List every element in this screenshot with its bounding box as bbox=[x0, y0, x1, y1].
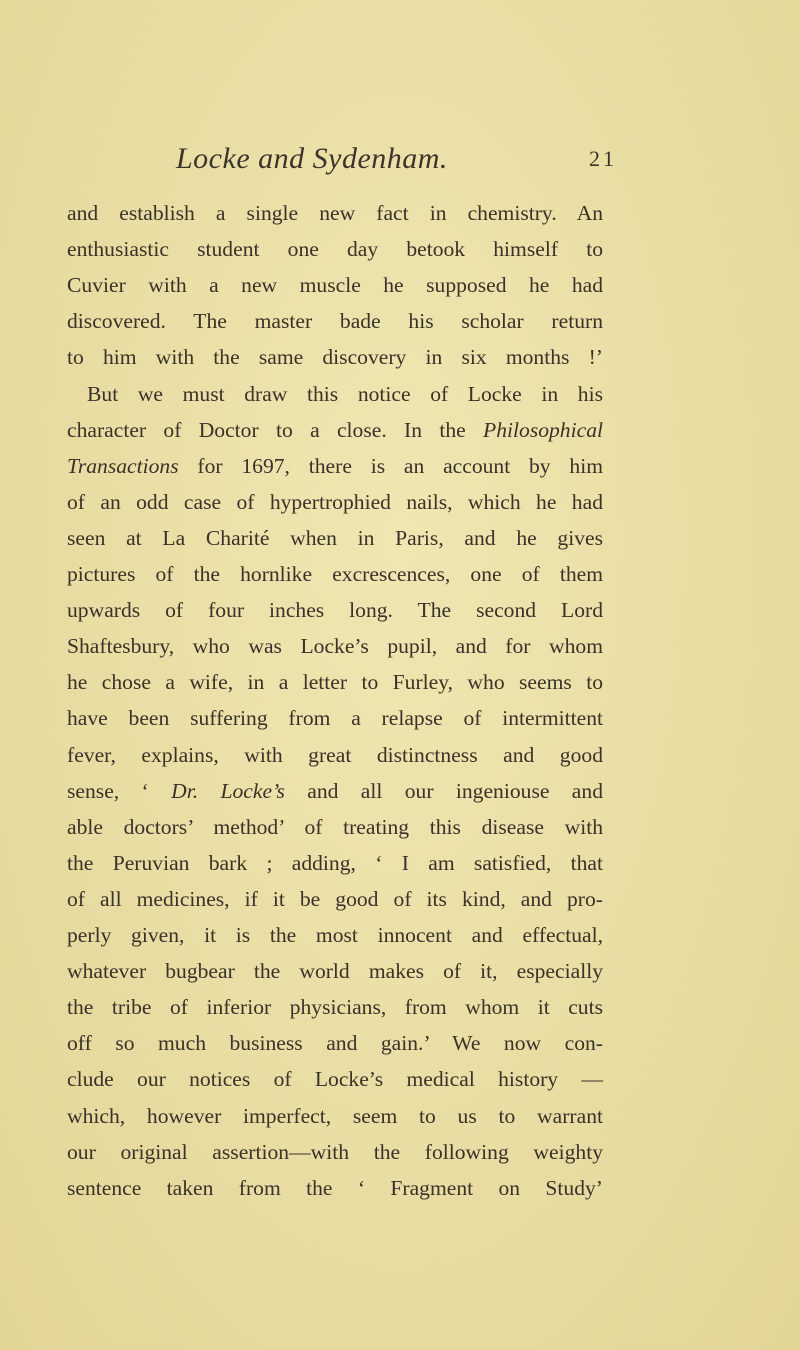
text-line bbox=[67, 628, 603, 664]
text-line bbox=[67, 1061, 603, 1097]
text-line bbox=[87, 376, 603, 412]
line-text: But we must draw this notice of Locke in his bbox=[87, 381, 603, 406]
line-text: pictures of the hornlike excrescences, one of them bbox=[67, 562, 603, 586]
text-line bbox=[67, 592, 603, 628]
line-text: the Peruvian bark ; adding, ‘ I am satisfied, that bbox=[67, 850, 603, 875]
text-line bbox=[67, 845, 603, 881]
text-line bbox=[67, 881, 603, 917]
text-line bbox=[67, 412, 603, 448]
text-line bbox=[67, 953, 603, 989]
line-text: of all medicines, if it be good of its kind, and pro- bbox=[67, 886, 603, 911]
text-line bbox=[67, 556, 603, 592]
text-line bbox=[67, 1025, 603, 1061]
text-line bbox=[67, 1098, 603, 1134]
text-line bbox=[67, 448, 603, 484]
line-text: character of Doctor to a close. In the bbox=[67, 417, 484, 442]
line-text: Cuvier with a new muscle he supposed he had bbox=[67, 273, 603, 298]
italic-text: Philosophical bbox=[483, 417, 603, 442]
line-text: he chose a wife, in a letter to Furley, who seems to bbox=[67, 670, 603, 695]
text-line bbox=[67, 267, 603, 303]
line-text: off so much business and gain.’ We now con- bbox=[67, 1031, 603, 1056]
line-text: seen at La Charité when in Paris, and he gives bbox=[67, 525, 603, 550]
text-line bbox=[67, 917, 603, 953]
running-title: Locke and Sydenham. bbox=[176, 142, 448, 175]
line-text: discovered. The master bade his scholar return bbox=[67, 309, 603, 334]
text-line bbox=[67, 231, 603, 267]
text-line bbox=[67, 339, 603, 375]
line-text: whatever bugbear the world makes of it, especially bbox=[67, 959, 603, 984]
page-number: 21 bbox=[589, 146, 617, 171]
line-text: which, however imperfect, seem to us to warrant bbox=[67, 1103, 603, 1128]
italic-text: Transactions bbox=[67, 453, 179, 478]
line-text: enthusiastic student one day betook himself to bbox=[67, 237, 603, 262]
line-text: for 1697, there is an account by him bbox=[178, 453, 603, 478]
line-text: and establish a single new fact in chemistry. An bbox=[67, 201, 603, 225]
text-line bbox=[67, 809, 603, 845]
running-head bbox=[0, 142, 800, 182]
text-line bbox=[67, 1134, 603, 1170]
line-text: clude our notices of Locke’s medical history — bbox=[67, 1067, 603, 1092]
line-text: sentence taken from the ‘ Fragment on Study’ bbox=[67, 1175, 603, 1200]
line-text: Shaftesbury, who was Locke’s pupil, and for whom bbox=[67, 634, 603, 659]
line-text: the tribe of inferior physicians, from whom it cuts bbox=[67, 995, 603, 1020]
text-line bbox=[67, 195, 603, 231]
line-text: have been suffering from a relapse of intermittent bbox=[67, 706, 603, 731]
line-text: perly given, it is the most innocent and effectual, bbox=[67, 923, 603, 947]
text-line bbox=[67, 773, 603, 809]
line-text: of an odd case of hypertrophied nails, which he had bbox=[67, 489, 603, 514]
line-text: our original assertion—with the following weighty bbox=[67, 1139, 603, 1164]
line-text: and all our ingeniouse and bbox=[284, 778, 603, 803]
line-text: upwards of four inches long. The second Lord bbox=[67, 598, 603, 623]
text-line bbox=[67, 737, 603, 773]
text-line bbox=[67, 484, 603, 520]
line-text: fever, explains, with great distinctness and good bbox=[67, 742, 603, 767]
text-line bbox=[67, 520, 603, 556]
text-line bbox=[67, 1170, 603, 1206]
line-text: able doctors’ method’ of treating this disease with bbox=[67, 814, 603, 839]
text-line bbox=[67, 664, 603, 700]
line-text: sense, ‘ bbox=[67, 778, 172, 803]
text-line bbox=[67, 989, 603, 1025]
italic-text: Dr. Locke’s bbox=[171, 778, 285, 803]
text-line bbox=[67, 303, 603, 339]
text-line bbox=[67, 700, 603, 736]
line-text: to him with the same discovery in six months !’ bbox=[67, 345, 603, 370]
